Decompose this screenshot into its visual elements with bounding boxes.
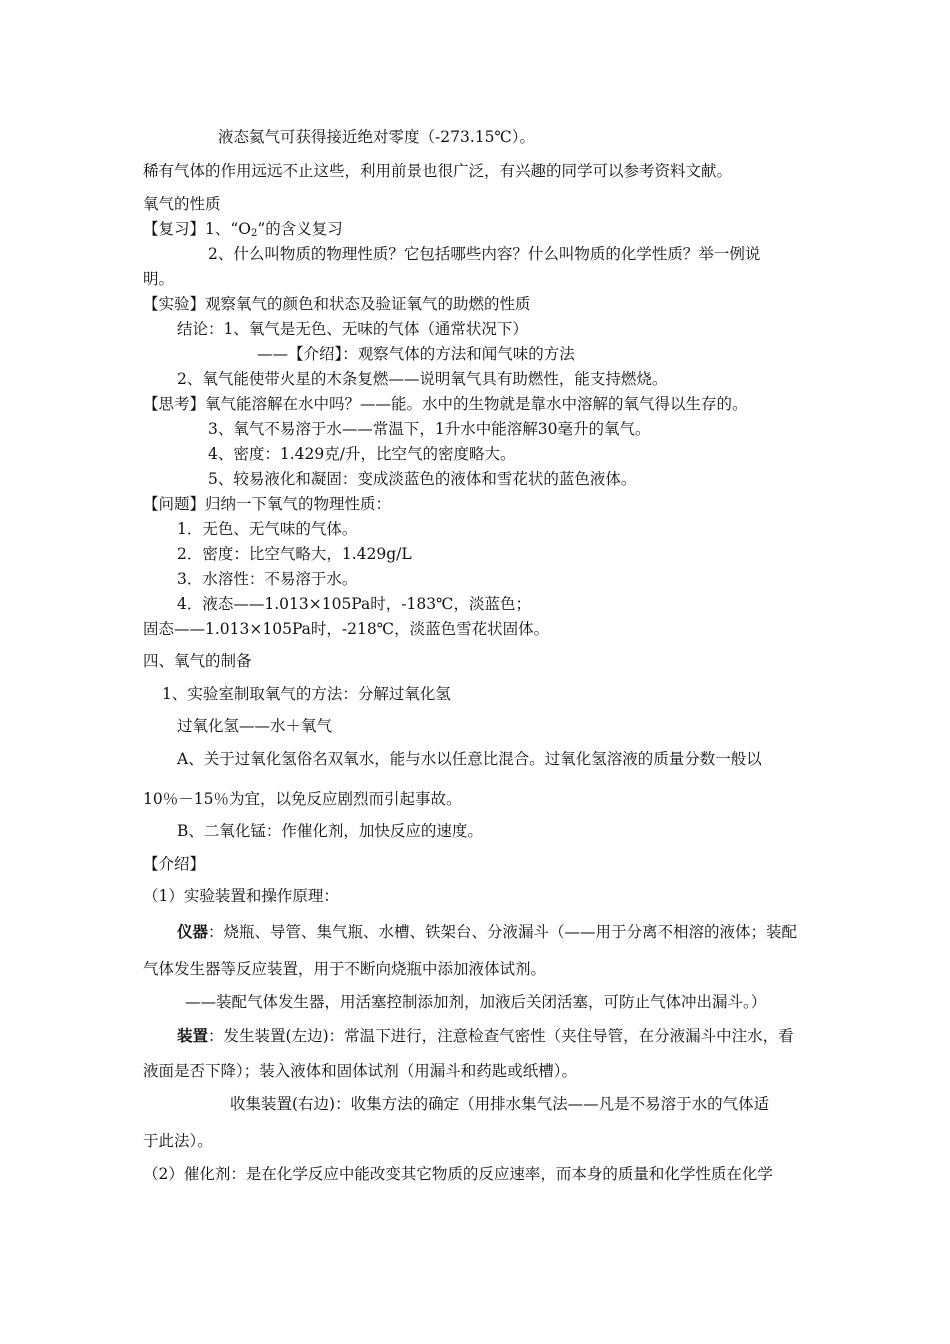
text-line: 装置：发生装置(左边)：常温下进行，注意检查气密性（夹住导管，在分液漏斗中注水，看: [177, 1026, 794, 1045]
text-line: （2）催化剂：是在化学反应中能改变其它物质的反应速率，而本身的质量和化学性质在化学: [143, 1165, 773, 1183]
text-line: 1．无色、无气味的气体。: [177, 520, 358, 538]
text-line: 3、氧气不易溶于水——常温下，1升水中能溶解30毫升的氧气。: [208, 420, 651, 438]
text-line: B、二氧化锰：作催化剂，加快反应的速度。: [177, 822, 483, 840]
text-line: 5、较易液化和凝固：变成淡蓝色的液体和雪花状的蓝色液体。: [208, 470, 637, 488]
text-line: 10％－15％为宜，以免反应剧烈而引起事故。: [143, 790, 462, 808]
text-line: 2、什么叫物质的物理性质？它包括哪些内容？什么叫物质的化学性质？举一例说: [208, 245, 761, 263]
text-line: 2．密度：比空气略大，1.429g/L: [177, 545, 412, 563]
text-line: ——【介绍】：观察气体的方法和闻气味的方法: [257, 345, 575, 363]
text-line: 固态——1.013×105Pa时，-218℃，淡蓝色雪花状固体。: [143, 620, 550, 638]
text-line: 【实验】观察氧气的颜色和状态及验证氧气的助燃的性质: [143, 295, 531, 313]
text-line: 2、氧气能使带火星的木条复燃——说明氧气具有助燃性，能支持燃烧。: [177, 370, 668, 388]
section-heading: 四、氧气的制备: [143, 652, 252, 670]
text-line: 于此法）。: [143, 1132, 213, 1150]
text-line: 【问题】归纳一下氧气的物理性质：: [143, 495, 392, 513]
text-line: 3．水溶性：不易溶于水。: [177, 570, 358, 588]
text-line: 过氧化氢——水＋氧气: [177, 717, 333, 735]
text-line: 液态氦气可获得接近绝对零度（-273.15℃）。: [218, 128, 536, 146]
text-line: 【思考】氧气能溶解在水中吗？——能。水中的生物就是靠水中溶解的氧气得以生存的。: [143, 395, 748, 413]
text-line: 液面是否下降）；装入液体和固体试剂（用漏斗和药匙或纸槽）。: [143, 1062, 578, 1080]
text-line: 【介绍】: [143, 855, 206, 873]
text-line: 收集装置(右边)：收集方法的确定（用排水集气法——凡是不易溶于水的气体适: [230, 1095, 770, 1113]
section-heading: 氧气的性质: [143, 195, 221, 213]
text-line: 仪器：烧瓶、导管、集气瓶、水槽、铁架台、分液漏斗（——用于分离不相溶的液体；装配: [177, 922, 798, 941]
text-line: 1、实验室制取氧气的方法：分解过氧化氢: [162, 685, 451, 703]
text-line: 【复习】1、“$O_2$”的含义复习: [143, 220, 343, 239]
text-line: （1）实验装置和操作原理：: [143, 887, 339, 905]
text-line: ——装配气体发生器，用活塞控制添加剂，加液后关闭活塞，可防止气体冲出漏斗。）: [185, 993, 767, 1011]
text-line: 结论：1、氧气是无色、无味的气体（通常状况下）: [177, 320, 528, 338]
text-line: 稀有气体的作用远远不止这些，利用前景也很广泛，有兴趣的同学可以参考资料文献。: [143, 162, 733, 180]
text-line: 明。: [143, 270, 175, 288]
text-line: A、关于过氧化氢俗名双氧水，能与水以任意比混合。过氧化氢溶液的质量分数一般以: [177, 750, 762, 768]
text-line: 4、密度：1.429克/升，比空气的密度略大。: [208, 445, 516, 463]
text-line: 气体发生器等反应装置，用于不断向烧瓶中添加液体试剂。: [143, 960, 547, 978]
text-line: 4．液态——1.013×105Pa时，-183℃，淡蓝色；: [177, 595, 531, 613]
